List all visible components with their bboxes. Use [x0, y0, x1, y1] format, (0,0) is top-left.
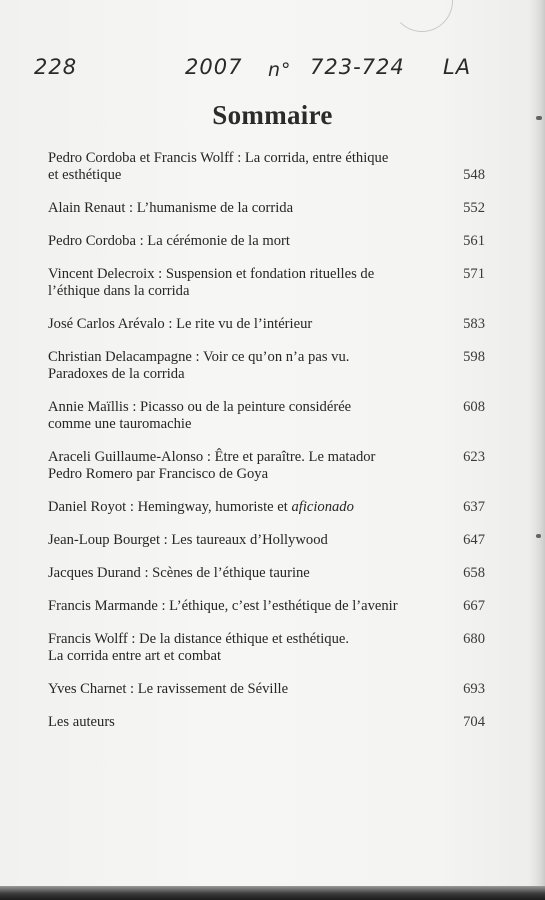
table-of-contents: [48, 150, 485, 747]
toc-entry: [48, 681, 485, 698]
toc-entry-title: [48, 399, 448, 433]
toc-entry-title: [48, 266, 448, 300]
toc-entry-line: Christian Delacampagne : Voir ce qu’on n’a pas vu.: [48, 349, 350, 365]
toc-entry-title: [48, 150, 448, 184]
toc-entry-line: Pedro Romero par Francisco de Goya: [48, 466, 269, 482]
toc-entry-line: Daniel Royot : Hemingway, humoriste et: [48, 499, 292, 515]
toc-entry-line: Alain Renaut : L’humanisme de la corrida: [48, 200, 294, 216]
toc-entry-line: Yves Charnet : Le ravissement de Séville: [48, 681, 289, 697]
toc-entry-title: [48, 349, 448, 383]
toc-entry-title: [48, 598, 458, 615]
toc-entry-line: La corrida entre art et combat: [48, 648, 222, 664]
toc-entry-page: 571: [463, 266, 485, 282]
toc-entry-title: [48, 449, 448, 483]
toc-entry: [48, 631, 485, 665]
toc-entry: [48, 532, 485, 549]
toc-entry-page: 561: [463, 233, 485, 249]
toc-entry-line: Araceli Guillaume-Alonso : Être et paraître. Le matador: [48, 449, 376, 465]
page-title: Sommaire: [212, 100, 333, 130]
scan-bottom-edge: [0, 886, 545, 900]
toc-entry-page: 583: [463, 316, 485, 332]
toc-entry-line: Annie Maïllis : Picasso ou de la peinture considérée: [48, 399, 352, 415]
toc-entry-page: 667: [463, 598, 485, 614]
toc-entry-line: Pedro Cordoba : La cérémonie de la mort: [48, 233, 290, 249]
toc-entry-line: Francis Wolff : De la distance éthique et esthétique.: [48, 631, 350, 647]
toc-entry: [48, 316, 485, 333]
page-corner-arc: [391, 0, 453, 32]
toc-entry: [48, 399, 485, 433]
page-edge-shadow: [529, 0, 545, 900]
handwritten-number: 228: [34, 55, 78, 79]
toc-entry-line: Paradoxes de la corrida: [48, 366, 185, 382]
toc-entry-page: 647: [463, 532, 485, 548]
toc-entry-line: Francis Marmande : L’éthique, c’est l’esthétique de l’avenir: [48, 598, 398, 614]
toc-entry-line: l’éthique dans la corrida: [48, 283, 190, 299]
toc-entry: [48, 598, 485, 615]
toc-entry-page: 693: [463, 681, 485, 697]
toc-entry: [48, 233, 485, 250]
toc-entry-title: [48, 200, 448, 217]
toc-entry-line: Jacques Durand : Scènes de l’éthique taurine: [48, 565, 310, 581]
toc-entry-line: et esthétique: [48, 167, 122, 183]
toc-entry: [48, 565, 485, 582]
toc-entry-title: [48, 499, 448, 516]
toc-entry-title: [48, 631, 448, 665]
toc-entry-title: [48, 565, 448, 582]
toc-entry-line: José Carlos Arévalo : Le rite vu de l’intérieur: [48, 316, 313, 332]
toc-entry-line: Pedro Cordoba et Francis Wolff : La corrida, entre éthique: [48, 150, 389, 166]
toc-entry-page: 552: [463, 200, 485, 216]
toc-entry-page: 598: [463, 349, 485, 365]
toc-entry-line: Vincent Delecroix : Suspension et fondation rituelles de: [48, 266, 375, 282]
toc-entry-page: 680: [463, 631, 485, 647]
handwritten-issue-prefix: n°: [268, 59, 292, 81]
toc-entry: [48, 349, 485, 383]
toc-entry-title: [48, 532, 448, 549]
toc-entry: [48, 150, 485, 184]
handwritten-initials: LA: [443, 55, 472, 79]
toc-entry-line: Jean-Loup Bourget : Les taureaux d’Hollywood: [48, 532, 328, 548]
toc-entry-page: 623: [463, 449, 485, 465]
toc-entry: [48, 266, 485, 300]
toc-entry-page: 637: [463, 499, 485, 515]
handwritten-issue: 723-724: [310, 55, 405, 79]
toc-entry: [48, 449, 485, 483]
toc-entry-page: 704: [463, 714, 485, 730]
toc-entry-page: 658: [463, 565, 485, 581]
toc-entry-page: 548: [463, 167, 485, 183]
toc-entry-italic: aficionado: [291, 499, 354, 515]
toc-entry-line: Les auteurs: [48, 714, 115, 730]
toc-entry-page: 608: [463, 399, 485, 415]
handwritten-year: 2007: [185, 55, 243, 79]
toc-entry-title: [48, 233, 448, 250]
toc-entry-title: [48, 681, 448, 698]
toc-entry-title: [48, 316, 448, 333]
toc-entry-title: [48, 714, 448, 731]
toc-entry: [48, 499, 485, 516]
toc-entry: [48, 200, 485, 217]
toc-entry: [48, 714, 485, 731]
toc-entry-line: comme une tauromachie: [48, 416, 192, 432]
